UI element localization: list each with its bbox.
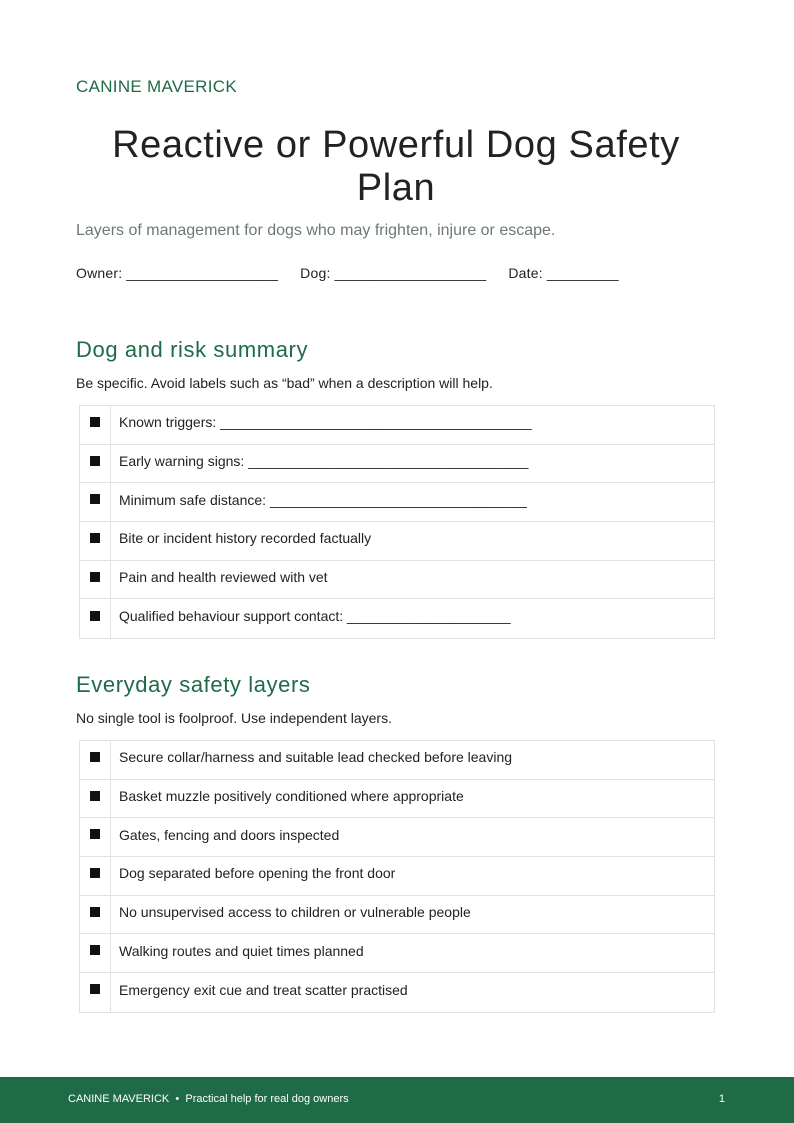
date-field[interactable]: Date: _________ (508, 265, 619, 281)
form-fields (76, 265, 641, 281)
page-number: 1 (718, 1093, 725, 1105)
checkbox[interactable] (80, 857, 111, 895)
checklist-item-label: Dog separated before opening the front door (119, 865, 396, 882)
checklist-item-label: Basket muzzle positively conditioned where appropriate (119, 788, 464, 805)
footer-separator: • (175, 1093, 180, 1105)
checklist-row (80, 973, 714, 1012)
checkbox[interactable] (80, 561, 111, 599)
checkbox-square-icon (90, 572, 100, 582)
checklist-safety-layers (79, 740, 715, 1013)
checklist-item-label: Gates, fencing and doors inspected (119, 826, 340, 843)
checkbox[interactable] (80, 896, 111, 934)
checklist-item-label: Qualified behaviour support contact: _____________________ (119, 608, 511, 625)
section-note-safety-layers: No single tool is foolproof. Use independent layers. (76, 710, 392, 726)
checkbox[interactable] (80, 522, 111, 560)
page-footer (0, 1077, 794, 1123)
checkbox[interactable] (80, 741, 111, 779)
checklist-item-label: Emergency exit cue and treat scatter practised (119, 981, 408, 998)
checkbox-square-icon (90, 791, 100, 801)
checkbox-square-icon (90, 456, 100, 466)
checkbox[interactable] (80, 780, 111, 818)
checklist-item-label: Minimum safe distance: _________________________________ (119, 491, 527, 508)
checkbox-square-icon (90, 533, 100, 543)
checklist-item-label: Secure collar/harness and suitable lead checked before leaving (119, 749, 513, 766)
checkbox[interactable] (80, 483, 111, 521)
footer-tagline: Practical help for real dog owners (185, 1093, 349, 1105)
checkbox-square-icon (90, 752, 100, 762)
checkbox[interactable] (80, 445, 111, 483)
page-subtitle: Layers of management for dogs who may frighten, injure or escape. (76, 222, 556, 239)
checklist-risk-summary (79, 405, 715, 639)
section-heading-safety-layers: Everyday safety layers (76, 672, 311, 697)
checkbox[interactable] (80, 599, 111, 638)
checkbox-square-icon (90, 417, 100, 427)
checkbox-square-icon (90, 945, 100, 955)
footer-text (68, 1093, 349, 1105)
checkbox[interactable] (80, 818, 111, 856)
owner-field[interactable]: Owner: ___________________ (76, 265, 279, 281)
page-title: Reactive or Powerful Dog Safety Plan (112, 124, 680, 209)
checkbox-square-icon (90, 494, 100, 504)
section-heading-risk-summary: Dog and risk summary (76, 337, 309, 362)
checklist-item-label: Pain and health reviewed with vet (119, 569, 328, 586)
section-note-risk-summary: Be specific. Avoid labels such as “bad” when a description will help. (76, 375, 493, 391)
checklist-item-label: Walking routes and quiet times planned (119, 942, 364, 959)
checkbox[interactable] (80, 934, 111, 972)
brand-name: CANINE MAVERICK (76, 77, 237, 96)
dog-field[interactable]: Dog: ___________________ (300, 265, 487, 281)
checkbox[interactable] (80, 973, 111, 1012)
footer-brand: CANINE MAVERICK (68, 1093, 170, 1105)
checkbox-square-icon (90, 868, 100, 878)
checkbox-square-icon (90, 611, 100, 621)
checklist-row (80, 599, 714, 638)
checkbox-square-icon (90, 829, 100, 839)
checklist-item-label: Early warning signs: ____________________________________ (119, 453, 529, 470)
checkbox[interactable] (80, 406, 111, 444)
checklist-item-label: Bite or incident history recorded factually (119, 530, 372, 547)
checkbox-square-icon (90, 984, 100, 994)
checklist-item-label: Known triggers: ________________________________________ (119, 414, 532, 431)
checklist-item-label: No unsupervised access to children or vulnerable people (119, 904, 471, 921)
checkbox-square-icon (90, 907, 100, 917)
